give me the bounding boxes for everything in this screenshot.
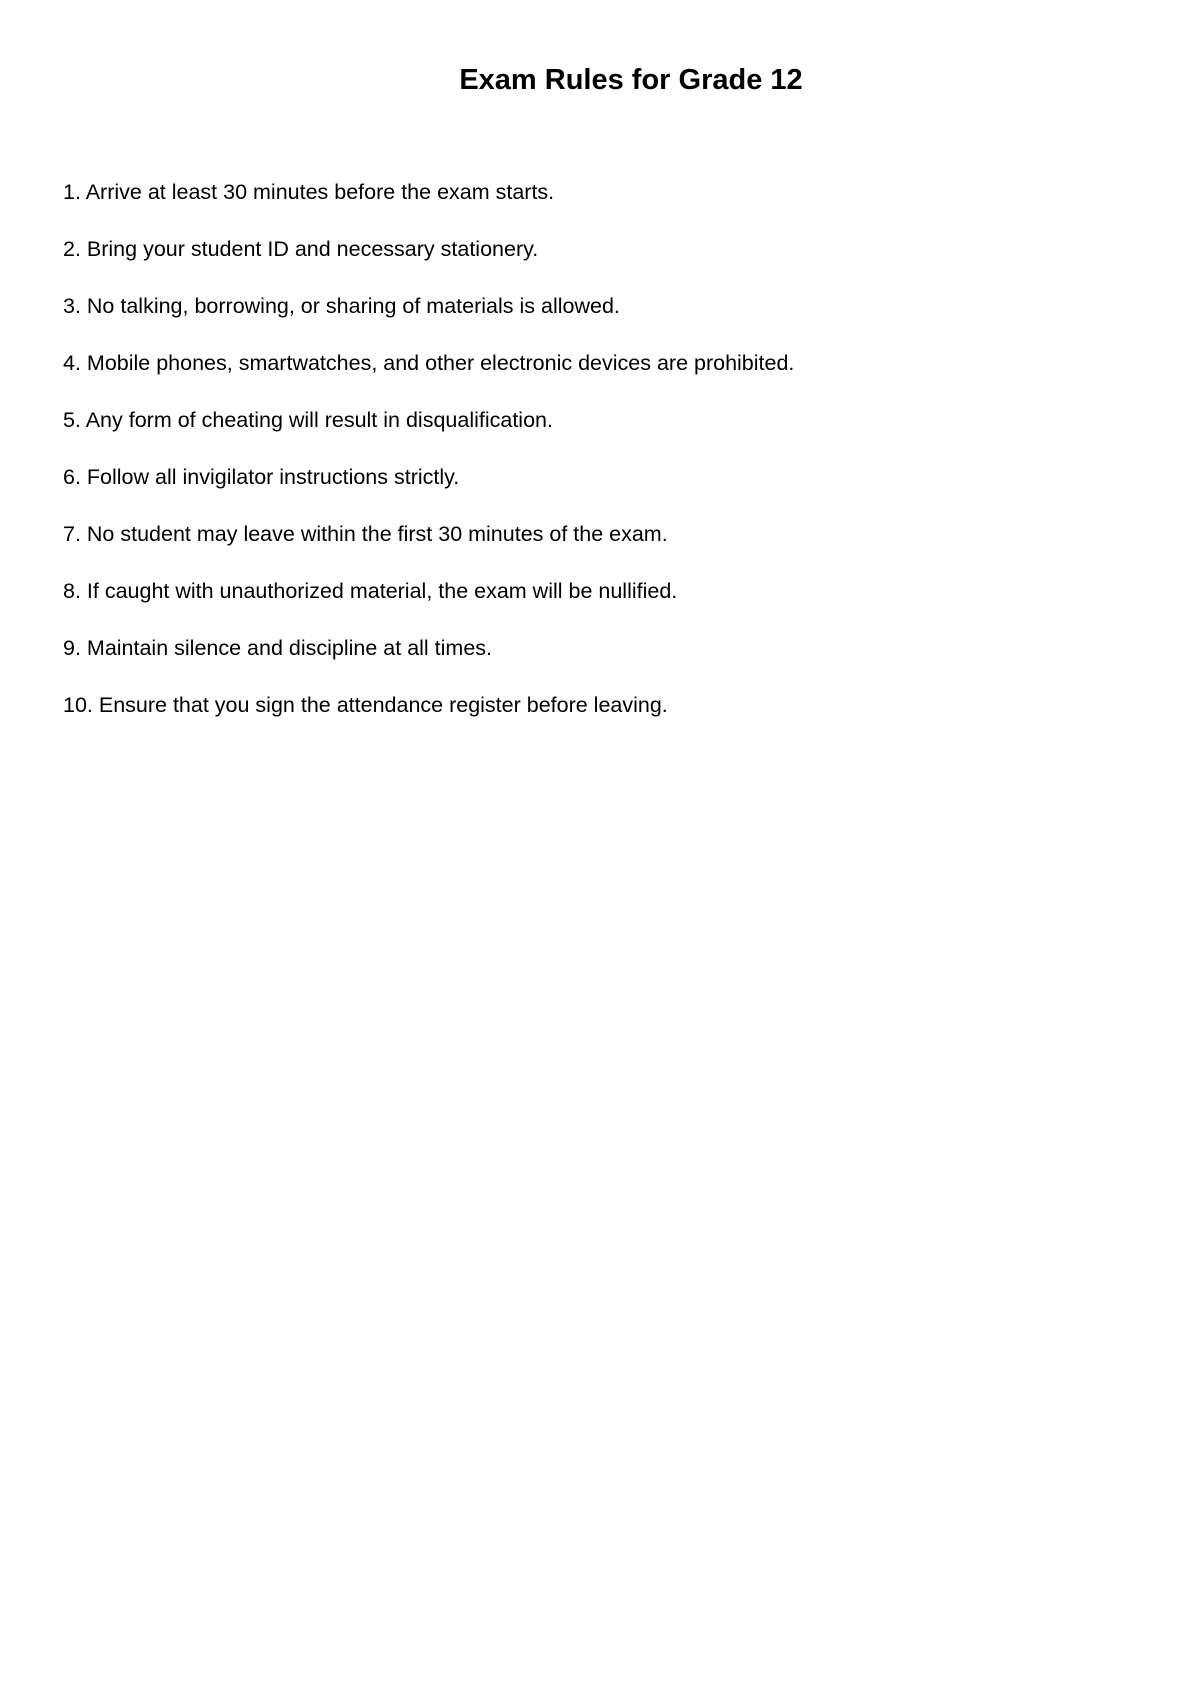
rule-item-8: 8. If caught with unauthorized material, the exam will be nullified. bbox=[63, 579, 678, 603]
rule-item-9: 9. Maintain silence and discipline at all times. bbox=[63, 636, 493, 660]
rule-item-5: 5. Any form of cheating will result in disqualification. bbox=[63, 408, 553, 432]
page-title: Exam Rules for Grade 12 bbox=[459, 64, 803, 96]
rule-item-6: 6. Follow all invigilator instructions strictly. bbox=[63, 465, 460, 489]
rule-item-10: 10. Ensure that you sign the attendance register before leaving. bbox=[63, 693, 668, 717]
rule-item-4: 4. Mobile phones, smartwatches, and other electronic devices are prohibited. bbox=[63, 351, 795, 375]
rules-list bbox=[63, 179, 794, 749]
rule-item-2: 2. Bring your student ID and necessary stationery. bbox=[63, 237, 539, 261]
rule-item-3: 3. No talking, borrowing, or sharing of materials is allowed. bbox=[63, 294, 620, 318]
rule-item-1: 1. Arrive at least 30 minutes before the exam starts. bbox=[63, 180, 555, 204]
rule-item-7: 7. No student may leave within the first 30 minutes of the exam. bbox=[63, 522, 668, 546]
